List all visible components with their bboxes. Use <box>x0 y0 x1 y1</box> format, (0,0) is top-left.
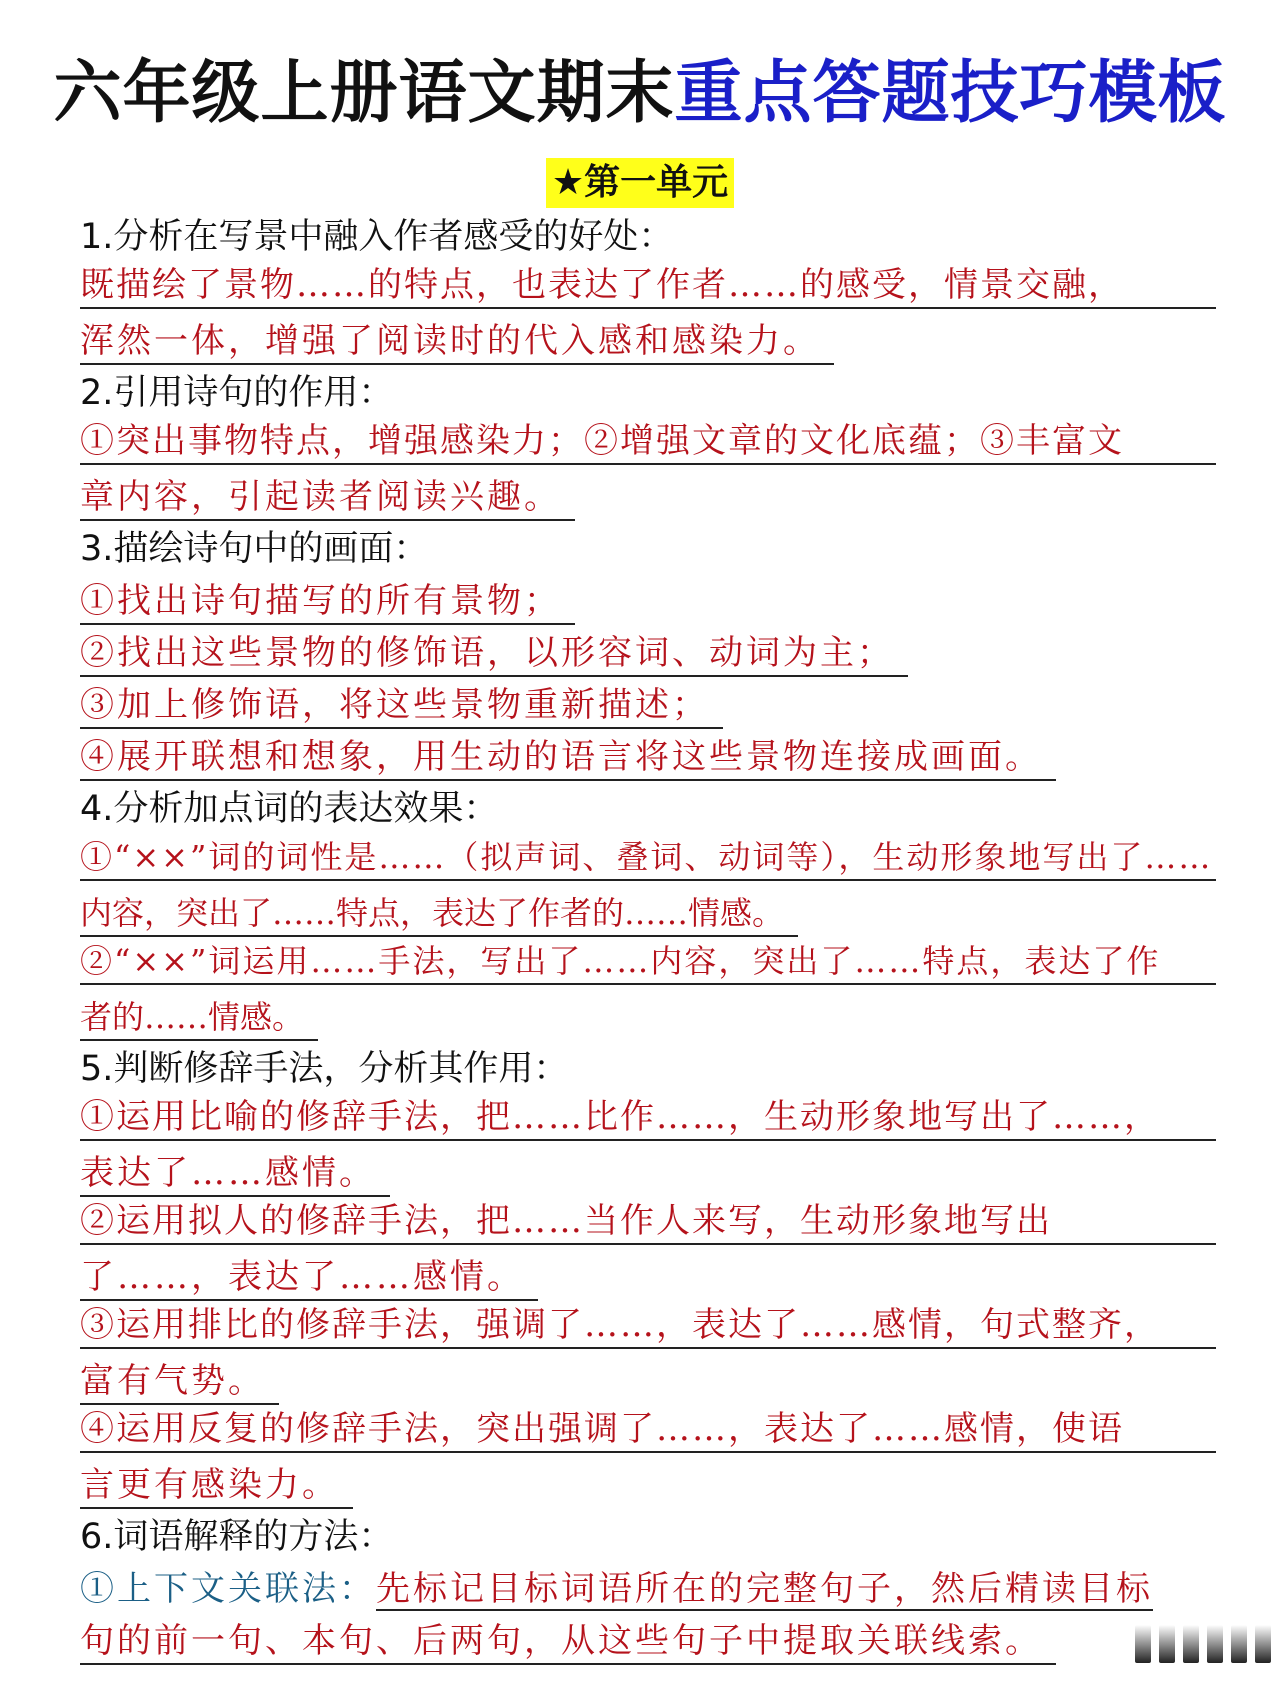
unit-label <box>0 158 1280 208</box>
answer-line <box>80 1095 1216 1147</box>
answer-line <box>80 575 1216 627</box>
answer-text: 句的前一句、本句、后两句，从这些句子中提取关联线索。 <box>80 1619 1056 1665</box>
answer-text: 表达了……感情。 <box>80 1151 390 1197</box>
answer-line <box>80 1459 1216 1511</box>
answer-text: ②运用拟人的修辞手法，把……当作人来写，生动形象地写出 <box>80 1199 1216 1245</box>
section-heading: 4.分析加点词的表达效果： <box>80 789 499 829</box>
answer-line <box>80 835 1216 887</box>
answer-text: 先标记目标词语所在的完整句子，然后精读目标 <box>376 1569 1153 1609</box>
section-heading: 3.描绘诗句中的画面： <box>80 529 429 569</box>
answer-line <box>80 731 1216 783</box>
section-heading: 2.引用诗句的作用： <box>80 373 394 413</box>
answer-text: 言更有感染力。 <box>80 1463 353 1509</box>
answer-text: ①找出诗句描写的所有景物； <box>80 579 575 625</box>
unit-label-text: ★第一单元 <box>546 158 734 208</box>
answer-line <box>80 419 1216 471</box>
answer-line <box>80 939 1216 991</box>
content <box>80 211 1216 1667</box>
answer-text: 内容，突出了……特点，表达了作者的……情感。 <box>80 891 798 937</box>
answer-text: 了……，表达了……感情。 <box>80 1255 538 1301</box>
answer-line <box>80 991 1216 1043</box>
title-part-2: 重点答题技巧模板 <box>674 54 1227 133</box>
answer-line <box>80 1303 1216 1355</box>
answer-text: ①突出事物特点，增强感染力；②增强文章的文化底蕴；③丰富文 <box>80 419 1216 465</box>
page-title <box>0 52 1280 136</box>
answer-line <box>80 1147 1216 1199</box>
answer-text: 富有气势。 <box>80 1359 279 1405</box>
answer-text: ①“××”词的词性是……（拟声词、叠词、动词等），生动形象地写出了…… <box>80 835 1216 881</box>
section-heading: 5.判断修辞手法，分析其作用： <box>80 1049 569 1089</box>
answer-line <box>80 627 1216 679</box>
answer-text: 章内容，引起读者阅读兴趣。 <box>80 475 575 521</box>
answer-text: ③加上修饰语，将这些景物重新描述； <box>80 683 723 729</box>
answer-line <box>80 315 1216 367</box>
answer-line <box>80 1251 1216 1303</box>
answer-line <box>80 1615 1216 1667</box>
answer-text: ②“××”词运用……手法，写出了……内容，突出了……特点，表达了作 <box>80 939 1216 985</box>
answer-text: 既描绘了景物……的特点，也表达了作者……的感受，情景交融， <box>80 263 1216 309</box>
answer-text: ③运用排比的修辞手法，强调了……，表达了……感情，句式整齐， <box>80 1303 1216 1349</box>
answer-line <box>80 1563 1216 1615</box>
answer-line <box>80 1355 1216 1407</box>
answer-line <box>80 679 1216 731</box>
answer-line <box>80 471 1216 523</box>
answer-line <box>80 263 1216 315</box>
answer-line <box>80 1407 1216 1459</box>
title-part-1: 六年级上册语文期末 <box>53 54 675 133</box>
method-label: ①上下文关联法： <box>80 1569 376 1609</box>
section-heading: 6.词语解释的方法： <box>80 1517 394 1557</box>
section-heading: 1.分析在写景中融入作者感受的好处： <box>80 217 674 257</box>
answer-line <box>80 887 1216 939</box>
answer-text: ②找出这些景物的修饰语，以形容词、动词为主； <box>80 631 908 677</box>
answer-text: ④运用反复的修辞手法，突出强调了……，表达了……感情，使语 <box>80 1407 1216 1453</box>
answer-line <box>80 1199 1216 1251</box>
answer-text: 者的……情感。 <box>80 995 318 1041</box>
answer-text: ④展开联想和想象，用生动的语言将这些景物连接成画面。 <box>80 735 1056 781</box>
answer-text: 浑然一体，增强了阅读时的代入感和感染力。 <box>80 319 834 365</box>
answer-text: ①运用比喻的修辞手法，把……比作……，生动形象地写出了……， <box>80 1095 1216 1141</box>
watermark-icon <box>1135 1625 1271 1663</box>
